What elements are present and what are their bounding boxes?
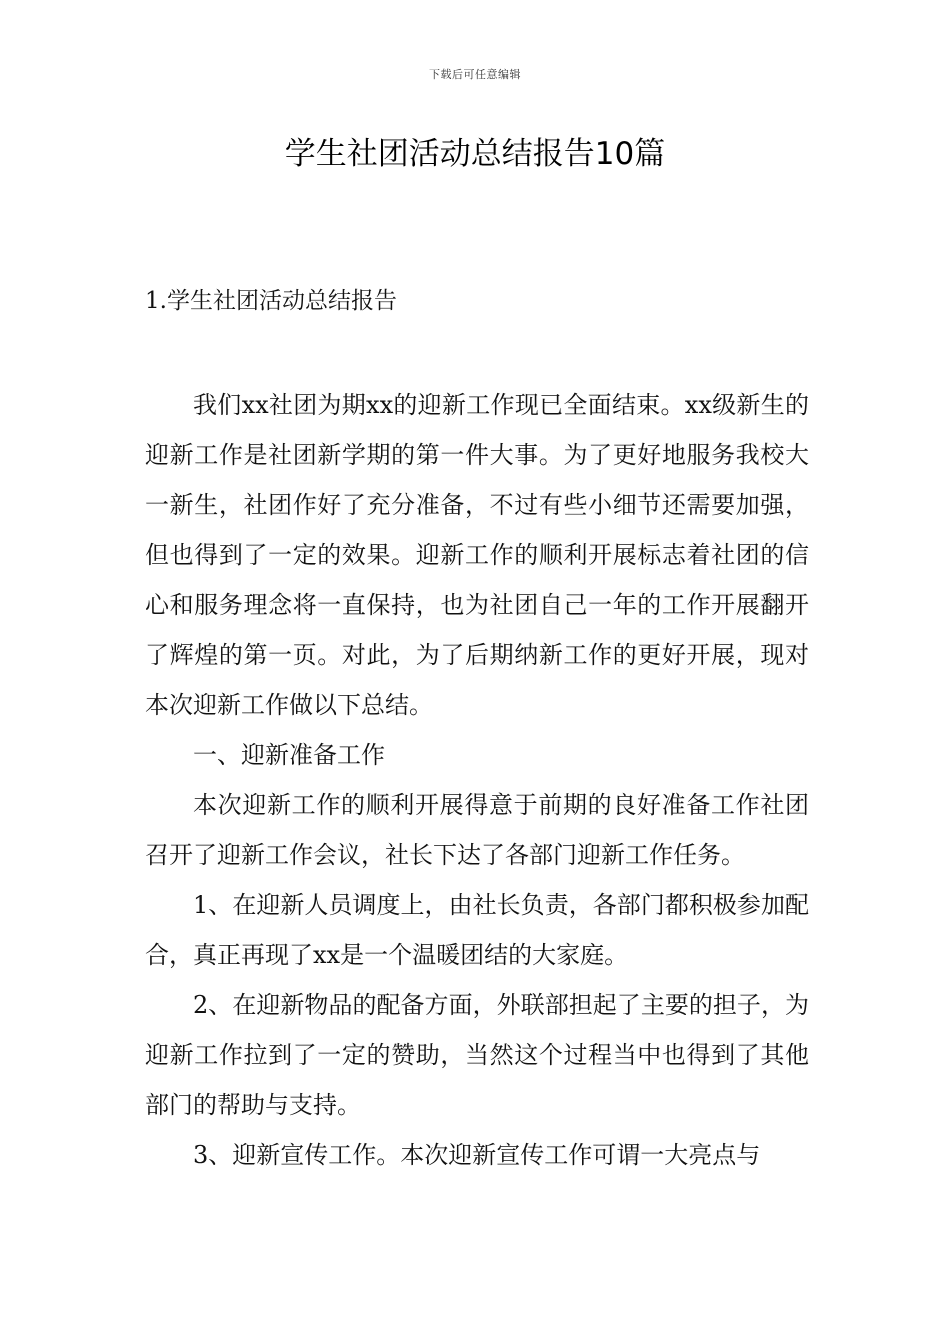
paragraph-intro: 我们xx社团为期xx的迎新工作现已全面结束。xx级新生的迎新工作是社团新学期的第一件大事。为了更好地服务我校大一新生，社团作好了充分准备，不过有些小细节还需要加强，但也得到了一定的效果。迎新工作的顺利开展标志着社团的信心和服务理念将一直保持，也为社团自己一年的工作开展翻开了辉煌的第一页。对此，为了后期纳新工作的更好开展，现对本次迎新工作做以下总结。 xyxy=(145,391,809,719)
paragraph-item-2: 2、在迎新物品的配备方面，外联部担起了主要的担子，为迎新工作拉到了一定的赞助，当然这个过程当中也得到了其他部门的帮助与支持。 xyxy=(145,991,809,1119)
document-title: 学生社团活动总结报告10篇 xyxy=(284,136,666,172)
paragraph-item-3: 3、迎新宣传工作。本次迎新宣传工作可谓一大亮点与 xyxy=(193,1141,761,1169)
page-header-note: 下载后可任意编辑 xyxy=(429,68,521,81)
paragraph-item-1: 1、在迎新人员调度上，由社长负责，各部门都积极参加配合，真正再现了xx是一个温暖团结的大家庭。 xyxy=(145,891,809,969)
paragraph-preparation: 本次迎新工作的顺利开展得意于前期的良好准备工作社团召开了迎新工作会议，社长下达了各部门迎新工作任务。 xyxy=(145,791,809,869)
document-body xyxy=(145,380,809,1180)
paragraph-subheading-preparation: 一、迎新准备工作 xyxy=(193,741,385,769)
section-heading: 1.学生社团活动总结报告 xyxy=(145,288,397,314)
